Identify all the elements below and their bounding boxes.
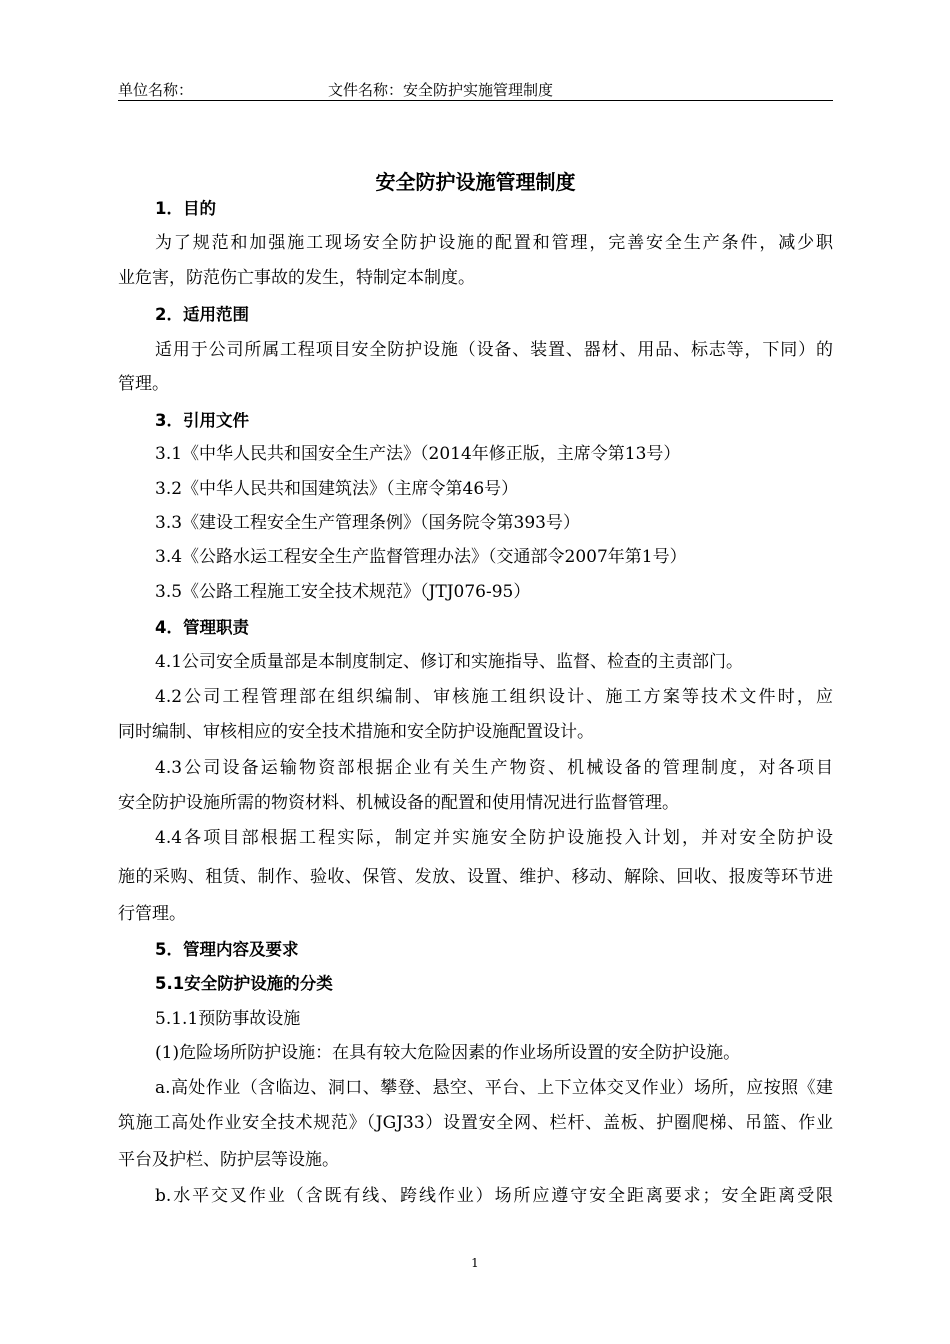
section-1-heading: 1．目的	[155, 199, 216, 218]
section-1-paragraph-line: 为了规范和加强施工现场安全防护设施的配置和管理，完善安全生产条件，减少职	[155, 233, 833, 253]
item-a-line: 平台及护栏、防护层等设施。	[118, 1150, 339, 1170]
document-title: 安全防护设施管理制度	[375, 170, 576, 194]
item-b-line: b.水平交叉作业（含既有线、跨线作业）场所应遵守安全距离要求；安全距离受限	[155, 1186, 833, 1206]
duty-4-2-line: 同时编制、审核相应的安全技术措施和安全防护设施配置设计。	[118, 722, 594, 742]
duty-4-3-line: 安全防护设施所需的物资材料、机械设备的配置和使用情况进行监督管理。	[118, 793, 679, 813]
duty-4-1: 4.1公司安全质量部是本制度制定、修订和实施指导、监督、检查的主责部门。	[155, 652, 744, 672]
reference-item: 3.3《建设工程安全生产管理条例》（国务院令第393号）	[155, 513, 580, 533]
reference-item: 3.1《中华人民共和国安全生产法》（2014年修正版，主席令第13号）	[155, 444, 681, 464]
section-2-paragraph-line: 管理。	[118, 374, 169, 394]
duty-4-4-line: 行管理。	[118, 904, 186, 924]
section-3-heading: 3．引用文件	[155, 411, 249, 430]
duty-4-2-line: 4.2公司工程管理部在组织编制、审核施工组织设计、施工方案等技术文件时，应	[155, 687, 833, 707]
duty-4-4-line: 施的采购、租赁、制作、验收、保管、发放、设置、维护、移动、解除、回收、报废等环节进	[118, 867, 833, 887]
section-2-paragraph-line: 适用于公司所属工程项目安全防护设施（设备、装置、器材、用品、标志等，下同）的	[155, 340, 833, 360]
page-header	[118, 80, 833, 101]
section-1-paragraph-line: 业危害，防范伤亡事故的发生，特制定本制度。	[118, 268, 475, 288]
item-a-line: 筑施工高处作业安全技术规范》（JGJ33）设置安全网、栏杆、盖板、护圈爬梯、吊篮、作业	[118, 1113, 833, 1133]
item-a-line: a.高处作业（含临边、洞口、攀登、悬空、平台、上下立体交叉作业）场所，应按照《建	[155, 1078, 833, 1098]
item-1-paragraph: (1)危险场所防护设施：在具有较大危险因素的作业场所设置的安全防护设施。	[155, 1043, 741, 1063]
subsection-5-1-1: 5.1.1预防事故设施	[155, 1009, 301, 1029]
duty-4-4-line: 4.4各项目部根据工程实际，制定并实施安全防护设施投入计划，并对安全防护设	[155, 828, 833, 848]
reference-item: 3.4《公路水运工程安全生产监督管理办法》（交通部令2007年第1号）	[155, 547, 687, 567]
section-2-heading: 2．适用范围	[155, 305, 249, 324]
duty-4-3-line: 4.3公司设备运输物资部根据企业有关生产物资、机械设备的管理制度，对各项目	[155, 758, 833, 778]
reference-item: 3.2《中华人民共和国建筑法》（主席令第46号）	[155, 479, 519, 499]
file-name-label: 文件名称：安全防护实施管理制度	[328, 81, 554, 99]
section-5-1-heading: 5.1安全防护设施的分类	[155, 974, 333, 993]
unit-name-label: 单位名称：	[118, 81, 194, 99]
page-number: 1	[471, 1256, 479, 1270]
section-5-heading: 5．管理内容及要求	[155, 940, 299, 959]
reference-item: 3.5《公路工程施工安全技术规范》（JTJ076-95）	[155, 582, 531, 602]
section-4-heading: 4．管理职责	[155, 618, 249, 637]
